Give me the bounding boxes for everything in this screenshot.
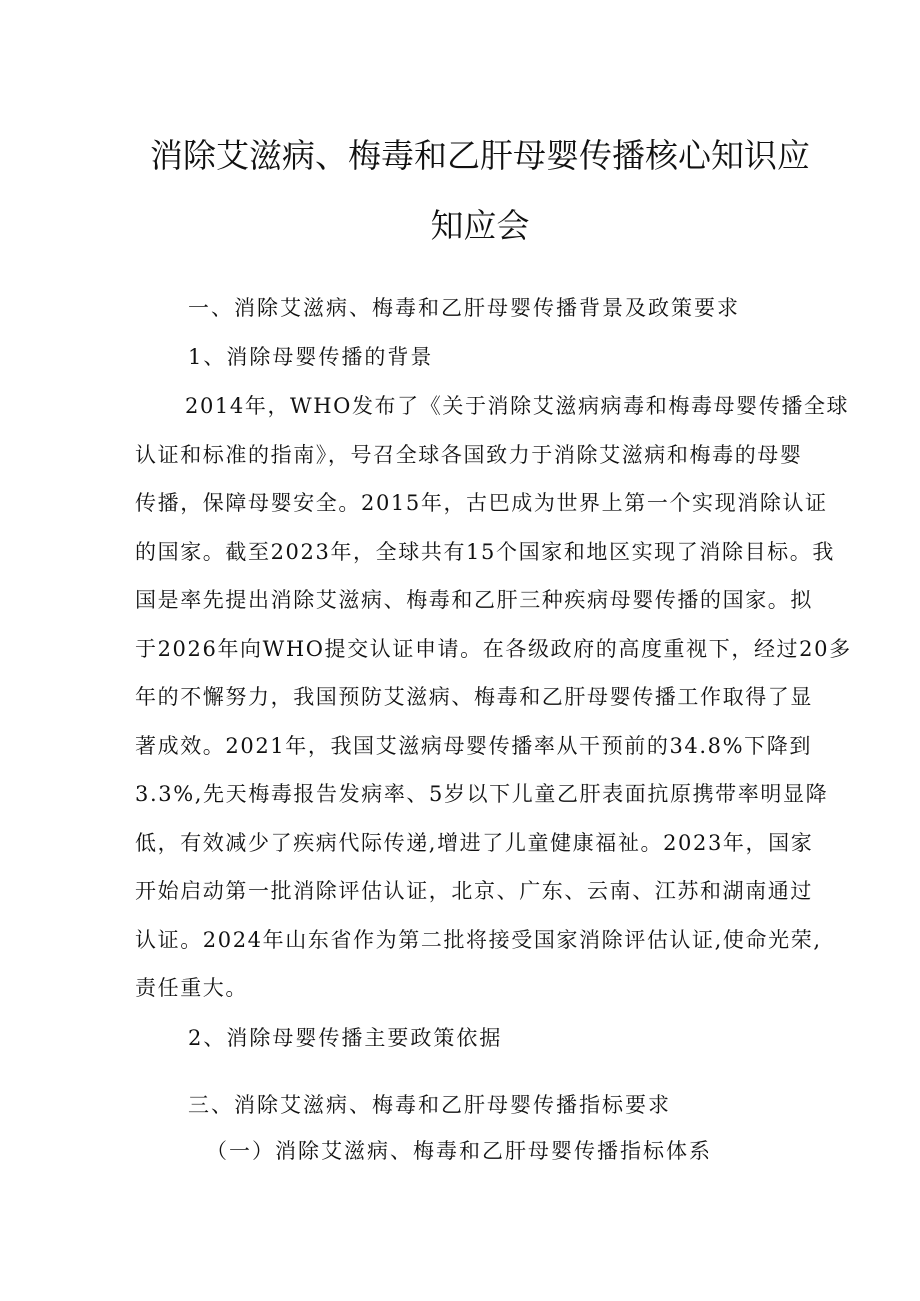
subsection-2-heading: 2、消除母婴传播主要政策依据 xyxy=(188,1026,503,1050)
background-paragraph xyxy=(135,382,852,1013)
item-1-heading: （一）消除艾滋病、梅毒和乙肝母婴传播指标体系 xyxy=(206,1139,712,1163)
paragraph-line: 年的不懈努力，我国预防艾滋病、梅毒和乙肝母婴传播工作取得了显 xyxy=(135,685,813,709)
paragraph-line: 著成效。2021年，我国艾滋病母婴传播率从干预前的34.8%下降到 xyxy=(135,733,812,758)
paragraph-line: 责任重大。 xyxy=(135,976,248,1000)
paragraph-line: 2014年，WHO发布了《关于消除艾滋病病毒和梅毒母婴传播全球 xyxy=(185,394,850,418)
paragraph-line: 的国家。截至2023年，全球共有15个国家和地区实现了消除目标。我 xyxy=(135,539,835,564)
paragraph-line: 于2026年向WHO提交认证申请。在各级政府的高度重视下，经过20多 xyxy=(135,636,852,661)
paragraph-line: 开始启动第一批消除评估认证，北京、广东、云南、江苏和湖南通过 xyxy=(135,879,813,903)
paragraph-line: 认证。2024年山东省作为第二批将接受国家消除评估认证,使命光荣, xyxy=(135,927,822,952)
paragraph-line: 认证和标准的指南》，号召全球各国致力于消除艾滋病和梅毒的母婴 xyxy=(135,442,803,467)
paragraph-line: 3.3%,先天梅毒报告发病率、5岁以下儿童乙肝表面抗原携带率明显降 xyxy=(135,782,829,806)
document-title-line-2: 知应会 xyxy=(430,206,530,245)
paragraph-line: 传播，保障母婴安全。2015年，古巴成为世界上第一个实现消除认证 xyxy=(135,491,828,515)
section-3-heading: 三、消除艾滋病、梅毒和乙肝母婴传播指标要求 xyxy=(188,1093,671,1117)
document-title-line-1: 消除艾滋病、梅毒和乙肝母婴传播核心知识应 xyxy=(150,136,810,175)
subsection-1-heading: 1、消除母婴传播的背景 xyxy=(188,345,434,369)
paragraph-line: 国是率先提出消除艾滋病、梅毒和乙肝三种疾病母婴传播的国家。拟 xyxy=(135,588,813,612)
paragraph-line: 低，有效减少了疾病代际传递,增进了儿童健康福祉。2023年，国家 xyxy=(135,830,814,855)
section-1-heading: 一、消除艾滋病、梅毒和乙肝母婴传播背景及政策要求 xyxy=(188,296,740,320)
